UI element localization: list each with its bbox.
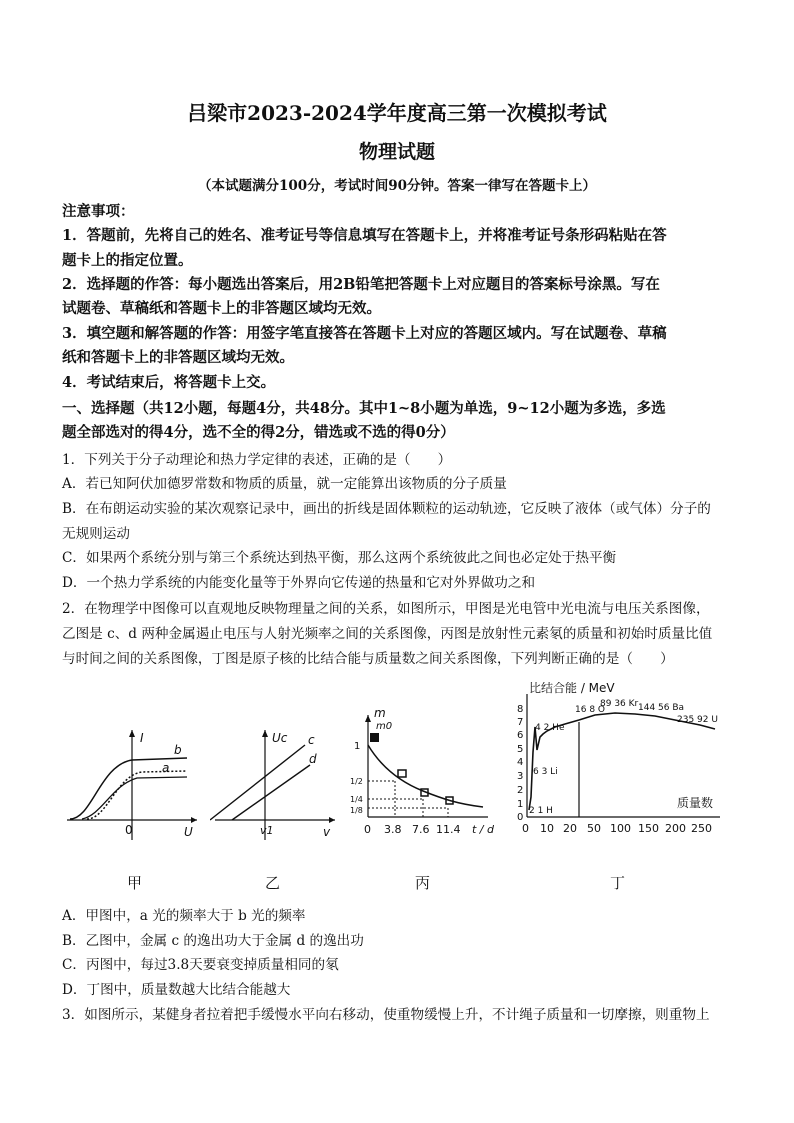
bing-y-tick: 1 [354,741,361,752]
ding-x-tick: 20 [563,822,577,835]
exam-title: 吕梁市2023-2024学年度高三第一次模拟考试 [187,101,607,125]
ding-nuclide: 144 56 Ba [638,703,685,713]
q2-stem: 与时间之间的关系图像，丁图是原子核的比结合能与质量数之间关系图像，下列判断正确的是（ ） [62,651,674,667]
ding-y-tick: 5 [517,744,524,755]
ding-x-tick: 0 [522,822,529,835]
subject-title: 物理试题 [358,141,435,163]
ding-nuclide: 4 2 He [535,723,565,733]
ding-y-tick: 7 [517,717,524,728]
yi-line-c: c [308,733,315,747]
bing-x-tick: 11.4 [436,823,461,836]
figure-jia [62,720,202,845]
bing-y-label: m [374,706,386,720]
q2-stem: 乙图是 c、d 两种金属遏止电压与人射光频率之间的关系图像，丙图是放射性元素氡的质量和初始时质量比值 [62,626,713,642]
section-heading: 一、选择题（共12小题，每题4分，共48分。其中1~8小题为单选，9~12小题为多选，多选 [62,400,666,417]
ding-x-label: 质量数 [677,796,714,810]
q2-option-a: A．甲图中，a 光的频率大于 b 光的频率 [62,908,306,924]
ding-nuclide: 16 8 O [575,705,605,715]
ding-y-tick: 4 [517,757,524,768]
notice-item: 2．选择题的作答：每小题选出答案后，用2B铅笔把答题卡上对应题目的答案标号涂黑。写在 [62,276,660,293]
ding-y-tick: 6 [517,730,524,741]
bing-y-tick: 1/2 [350,777,363,786]
q3-stem: 3．如图所示，某健身者拉着把手缓慢水平向右移动，使重物缓慢上升，不计绳子质量和一切摩擦，则重物上 [62,1007,710,1023]
ding-x-tick: 100 [610,822,631,835]
bing-y-sub: m0 [376,721,393,732]
q1-option-b-cont: 无规则运动 [62,526,130,542]
ding-nuclide: 6 3 Li [533,767,558,777]
figure-bing [348,705,498,845]
ding-y-tick: 1 [517,799,524,810]
bing-x-tick: 0 [364,823,371,836]
ding-nuclide: 235 92 U [677,715,718,725]
q1-option-d: D．一个热力学系统的内能变化量等于外界向它传递的热量和它对外界做功之和 [62,575,536,591]
q2-stem: 2．在物理学中图像可以直观地反映物理量之间的关系，如图所示，甲图是光电管中光电流与电压关系图像， [62,601,710,617]
notice-item: 试题卷、草稿纸和答题卡上的非答题区域均无效。 [62,300,381,317]
q1-option-a: A．若已知阿伏加德罗常数和物质的质量，就一定能算出该物质的分子质量 [62,476,507,492]
bing-x-label: t / d [472,823,494,836]
q1-stem: 1．下列关于分子动理论和热力学定律的表述，正确的是（ ） [62,452,452,468]
yi-line-d: d [309,752,317,766]
notice-item: 1．答题前，先将自己的姓名、准考证号等信息填写在答题卡上，并将准考证号条形码粘贴在答 [62,227,667,244]
figure-ding [505,682,730,847]
ding-x-tick: 150 [638,822,659,835]
ding-y-tick: 0 [517,812,524,823]
q2-option-b: B．乙图中，金属 c 的逸出功大于金属 d 的逸出功 [62,933,364,949]
yi-x-mark: v1 [260,824,274,837]
ding-y-tick: 8 [517,704,524,715]
bing-y-tick: 1/4 [350,795,363,804]
bing-y-tick: 1/8 [350,806,363,815]
ding-x-tick: 250 [691,822,712,835]
notice-item: 4．考试结束后，将答题卡上交。 [62,374,276,391]
ding-x-tick: 10 [540,822,554,835]
figure-yi [210,720,340,845]
ding-nuclide: 2 1 H [529,806,553,816]
bing-x-tick: 3.8 [384,823,402,836]
q2-option-c: C．丙图中，每过3.8天要衰变掉质量相同的氡 [62,957,339,973]
jia-x-label: U [184,825,193,839]
notice-item: 3．填空题和解答题的作答：用签字笔直接答在答题卡上对应的答题区域内。写在试题卷、草稿 [62,325,667,342]
section-heading: 题全部选对的得4分，选不全的得2分，错选或不选的得0分） [62,424,455,441]
caption-yi: 乙 [265,874,281,892]
caption-bing: 丙 [415,874,431,892]
exam-note: （本试题满分100分，考试时间90分钟。答案一律写在答题卡上） [198,178,596,194]
ding-x-tick: 200 [665,822,686,835]
caption-ding: 丁 [610,874,626,892]
q1-option-b: B．在布朗运动实验的某次观察记录中，画出的折线是固体颗粒的运动轨迹，它反映了液体（或气体）分子的 [62,501,711,517]
bing-x-tick: 7.6 [412,823,430,836]
notice-item: 题卡上的指定位置。 [62,252,193,269]
yi-y-label: Uc [272,731,288,745]
notice-heading: 注意事项： [62,203,135,220]
q1-option-c: C．如果两个系统分别与第三个系统达到热平衡，那么这两个系统彼此之间也必定处于热平衡 [62,550,617,566]
ding-y-label: 比结合能 / MeV [529,682,615,695]
caption-jia: 甲 [127,874,143,892]
notice-item: 纸和答题卡上的非答题区域均无效。 [62,349,294,366]
jia-origin: 0 [125,823,133,837]
yi-x-label: v [323,825,331,839]
ding-y-tick: 2 [517,785,524,796]
jia-curve-a: a [162,761,170,775]
ding-nuclide: 89 36 Kr [600,699,639,709]
jia-curve-b: b [174,743,182,757]
ding-y-tick: 3 [517,771,524,782]
jia-y-label: I [140,731,144,745]
q2-option-d: D．丁图中，质量数越大比结合能越大 [62,982,291,998]
ding-x-tick: 50 [587,822,601,835]
